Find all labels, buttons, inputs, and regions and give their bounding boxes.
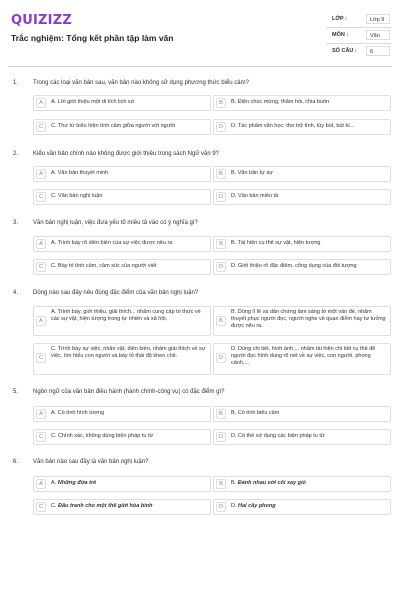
- option-text: C. Bày tỏ tình cảm, cảm xúc của người viết: [51, 263, 157, 269]
- option-b[interactable]: [213, 406, 391, 422]
- option-text: C. Thư từ biểu hiện tình cảm giữa người với người: [51, 123, 176, 129]
- question-text: Dòng nào sau đây nêu đúng đặc điểm của văn bản nghị luận?: [33, 290, 199, 296]
- option-text: C. Trình bày sự việc, nhân vật, diễn biến, nhằm giải thích về sự việc, tìm hiểu con người và bày tỏ thái độ khen chê.: [51, 346, 206, 359]
- option-letter: A: [36, 409, 46, 419]
- option-letter: A: [36, 479, 46, 489]
- question-text: Văn bản nghị luận, việc đưa yếu tố miêu tả vào có ý nghĩa gì?: [33, 220, 198, 226]
- option-c[interactable]: [33, 429, 211, 445]
- option-title: Hai cây phong: [238, 503, 276, 509]
- option-letter: D: [216, 502, 226, 512]
- option-prefix: B.: [231, 480, 238, 486]
- option-letter: B: [216, 479, 226, 489]
- option-text: B. Dùng lí lẽ và dẫn chứng làm sáng tỏ một vấn đề, nhằm thuyết phục người đọc, người nghe về quan điểm hay tư tưởng được nêu ra.: [231, 309, 386, 329]
- question-text: Ngôn ngữ của văn bản điều hành (hành chính-công vụ) có đặc điểm gì?: [33, 389, 225, 395]
- option-prefix: C.: [51, 503, 59, 509]
- option-text: B. Điện chúc mừng, thăm hỏi, chia buồn: [231, 99, 330, 105]
- option-text: C. Chính xác, không dùng biện pháp tu từ: [51, 433, 154, 439]
- option-letter: B: [216, 409, 226, 419]
- option-text: A. Trình bày rõ diễn biến của sự việc được nêu ra: [51, 240, 173, 246]
- question-text: Văn bản nào sau đây là văn bản nghị luận?: [33, 459, 149, 465]
- meta-key: LỚP :: [332, 16, 347, 22]
- option-d[interactable]: [213, 189, 391, 205]
- option-text: A. Có tính hình tượng: [51, 410, 105, 416]
- option-text: B. Tái hiện cụ thể sự vật, hiện tượng: [231, 240, 321, 246]
- option-c[interactable]: [33, 343, 211, 375]
- option-text: B. Có tính biểu cảm: [231, 410, 280, 416]
- option-prefix: D.: [231, 503, 239, 509]
- meta-row-subject: [326, 28, 392, 44]
- meta-key: SỐ CÂU :: [332, 48, 357, 54]
- option-letter: C: [36, 502, 46, 512]
- option-prefix: A.: [51, 480, 58, 486]
- option-b[interactable]: [213, 306, 391, 336]
- option-b[interactable]: [213, 95, 391, 111]
- option-c[interactable]: [33, 189, 211, 205]
- option-title: Đánh nhau với cối xay gió: [237, 480, 306, 486]
- question-number: 5.: [13, 389, 19, 395]
- option-letter: D: [216, 353, 226, 363]
- meta-row-count: [326, 44, 392, 59]
- option-title: Những đứa trẻ: [57, 480, 97, 486]
- option-letter: C: [36, 122, 46, 132]
- option-letter: D: [216, 122, 226, 132]
- option-d[interactable]: [213, 119, 391, 135]
- question-text: Trong các loại văn bản sau, văn bản nào không sử dụng phương thức biểu cảm?: [33, 80, 249, 86]
- option-text: [51, 503, 207, 510]
- option-text: A. Lời giới thiệu một di tích lịch sử: [51, 99, 135, 105]
- meta-value: Văn: [366, 30, 390, 40]
- option-letter: C: [36, 432, 46, 442]
- option-letter: C: [36, 353, 46, 363]
- option-text: D. Tác phẩm văn học: thơ trữ tình, tùy bút, bút kí...: [231, 123, 355, 129]
- option-letter: B: [216, 239, 226, 249]
- meta-value: Lớp 9: [366, 14, 390, 24]
- option-text: [51, 480, 207, 487]
- option-letter: D: [216, 192, 226, 202]
- meta-row-class: [326, 12, 392, 28]
- option-text: B. Văn bản tự sự: [231, 170, 273, 176]
- option-b[interactable]: [213, 236, 391, 252]
- option-a[interactable]: [33, 166, 211, 182]
- question-number: 4.: [13, 290, 19, 296]
- option-letter: A: [36, 169, 46, 179]
- option-d[interactable]: [213, 499, 391, 515]
- worksheet-title: Trắc nghiệm: Tổng kết phần tập làm văn: [11, 33, 174, 43]
- question-number: 3.: [13, 220, 19, 226]
- option-letter: B: [216, 169, 226, 179]
- option-letter: B: [216, 98, 226, 108]
- option-a[interactable]: [33, 236, 211, 252]
- question-text: Kiểu văn bản chính nào không được giới thiệu trong sách Ngữ văn 9?: [33, 151, 220, 157]
- header: [0, 0, 400, 68]
- option-text: C. Văn bản nghị luận: [51, 193, 103, 199]
- option-letter: C: [36, 192, 46, 202]
- option-text: D. Dùng chi tiết, hình ảnh,... nhằm tái hiện chi tiết cụ thể để người đọc hình dung rõ nét về sự việc, con người, phong cảnh,...: [231, 346, 376, 366]
- option-letter: A: [36, 98, 46, 108]
- meta-key: MÔN :: [332, 32, 349, 38]
- option-text: A. Trình bày, giới thiệu, giải thích... nhằm cung cấp tri thức về các sự vật, hiện tượng trong tự nhiên và xã hội.: [51, 309, 201, 322]
- option-d[interactable]: [213, 259, 391, 275]
- option-text: A. Văn bản thuyết minh: [51, 170, 109, 176]
- option-a[interactable]: [33, 476, 211, 492]
- question-number: 2.: [13, 151, 19, 157]
- option-letter: A: [36, 239, 46, 249]
- meta-value: 6: [366, 46, 390, 56]
- meta-info-box: [326, 12, 392, 59]
- option-c[interactable]: [33, 259, 211, 275]
- option-letter: A: [36, 316, 46, 326]
- option-c[interactable]: [33, 119, 211, 135]
- option-a[interactable]: [33, 95, 211, 111]
- option-text: [231, 480, 387, 487]
- option-text: [231, 503, 387, 510]
- option-a[interactable]: [33, 406, 211, 422]
- option-c[interactable]: [33, 499, 211, 515]
- header-divider: [8, 66, 392, 67]
- option-b[interactable]: [213, 166, 391, 182]
- option-letter: D: [216, 262, 226, 272]
- option-letter: C: [36, 262, 46, 272]
- option-letter: D: [216, 432, 226, 442]
- option-d[interactable]: [213, 343, 391, 375]
- option-letter: B: [216, 316, 226, 326]
- question-number: 6.: [13, 459, 19, 465]
- quizizz-logo: QUIZIZZ: [11, 13, 72, 28]
- option-text: D. Có thể sử dụng các biện pháp tu từ: [231, 433, 325, 439]
- question-number: 1.: [13, 80, 19, 86]
- option-text: D. Giới thiệu rõ đặc điểm, công dụng của đối tượng: [231, 263, 357, 269]
- option-a[interactable]: [33, 306, 211, 336]
- option-text: D. Văn bản miêu tả: [231, 193, 279, 199]
- option-b[interactable]: [213, 476, 391, 492]
- option-title: Đấu tranh cho một thế giới hòa bình: [58, 503, 153, 509]
- option-d[interactable]: [213, 429, 391, 445]
